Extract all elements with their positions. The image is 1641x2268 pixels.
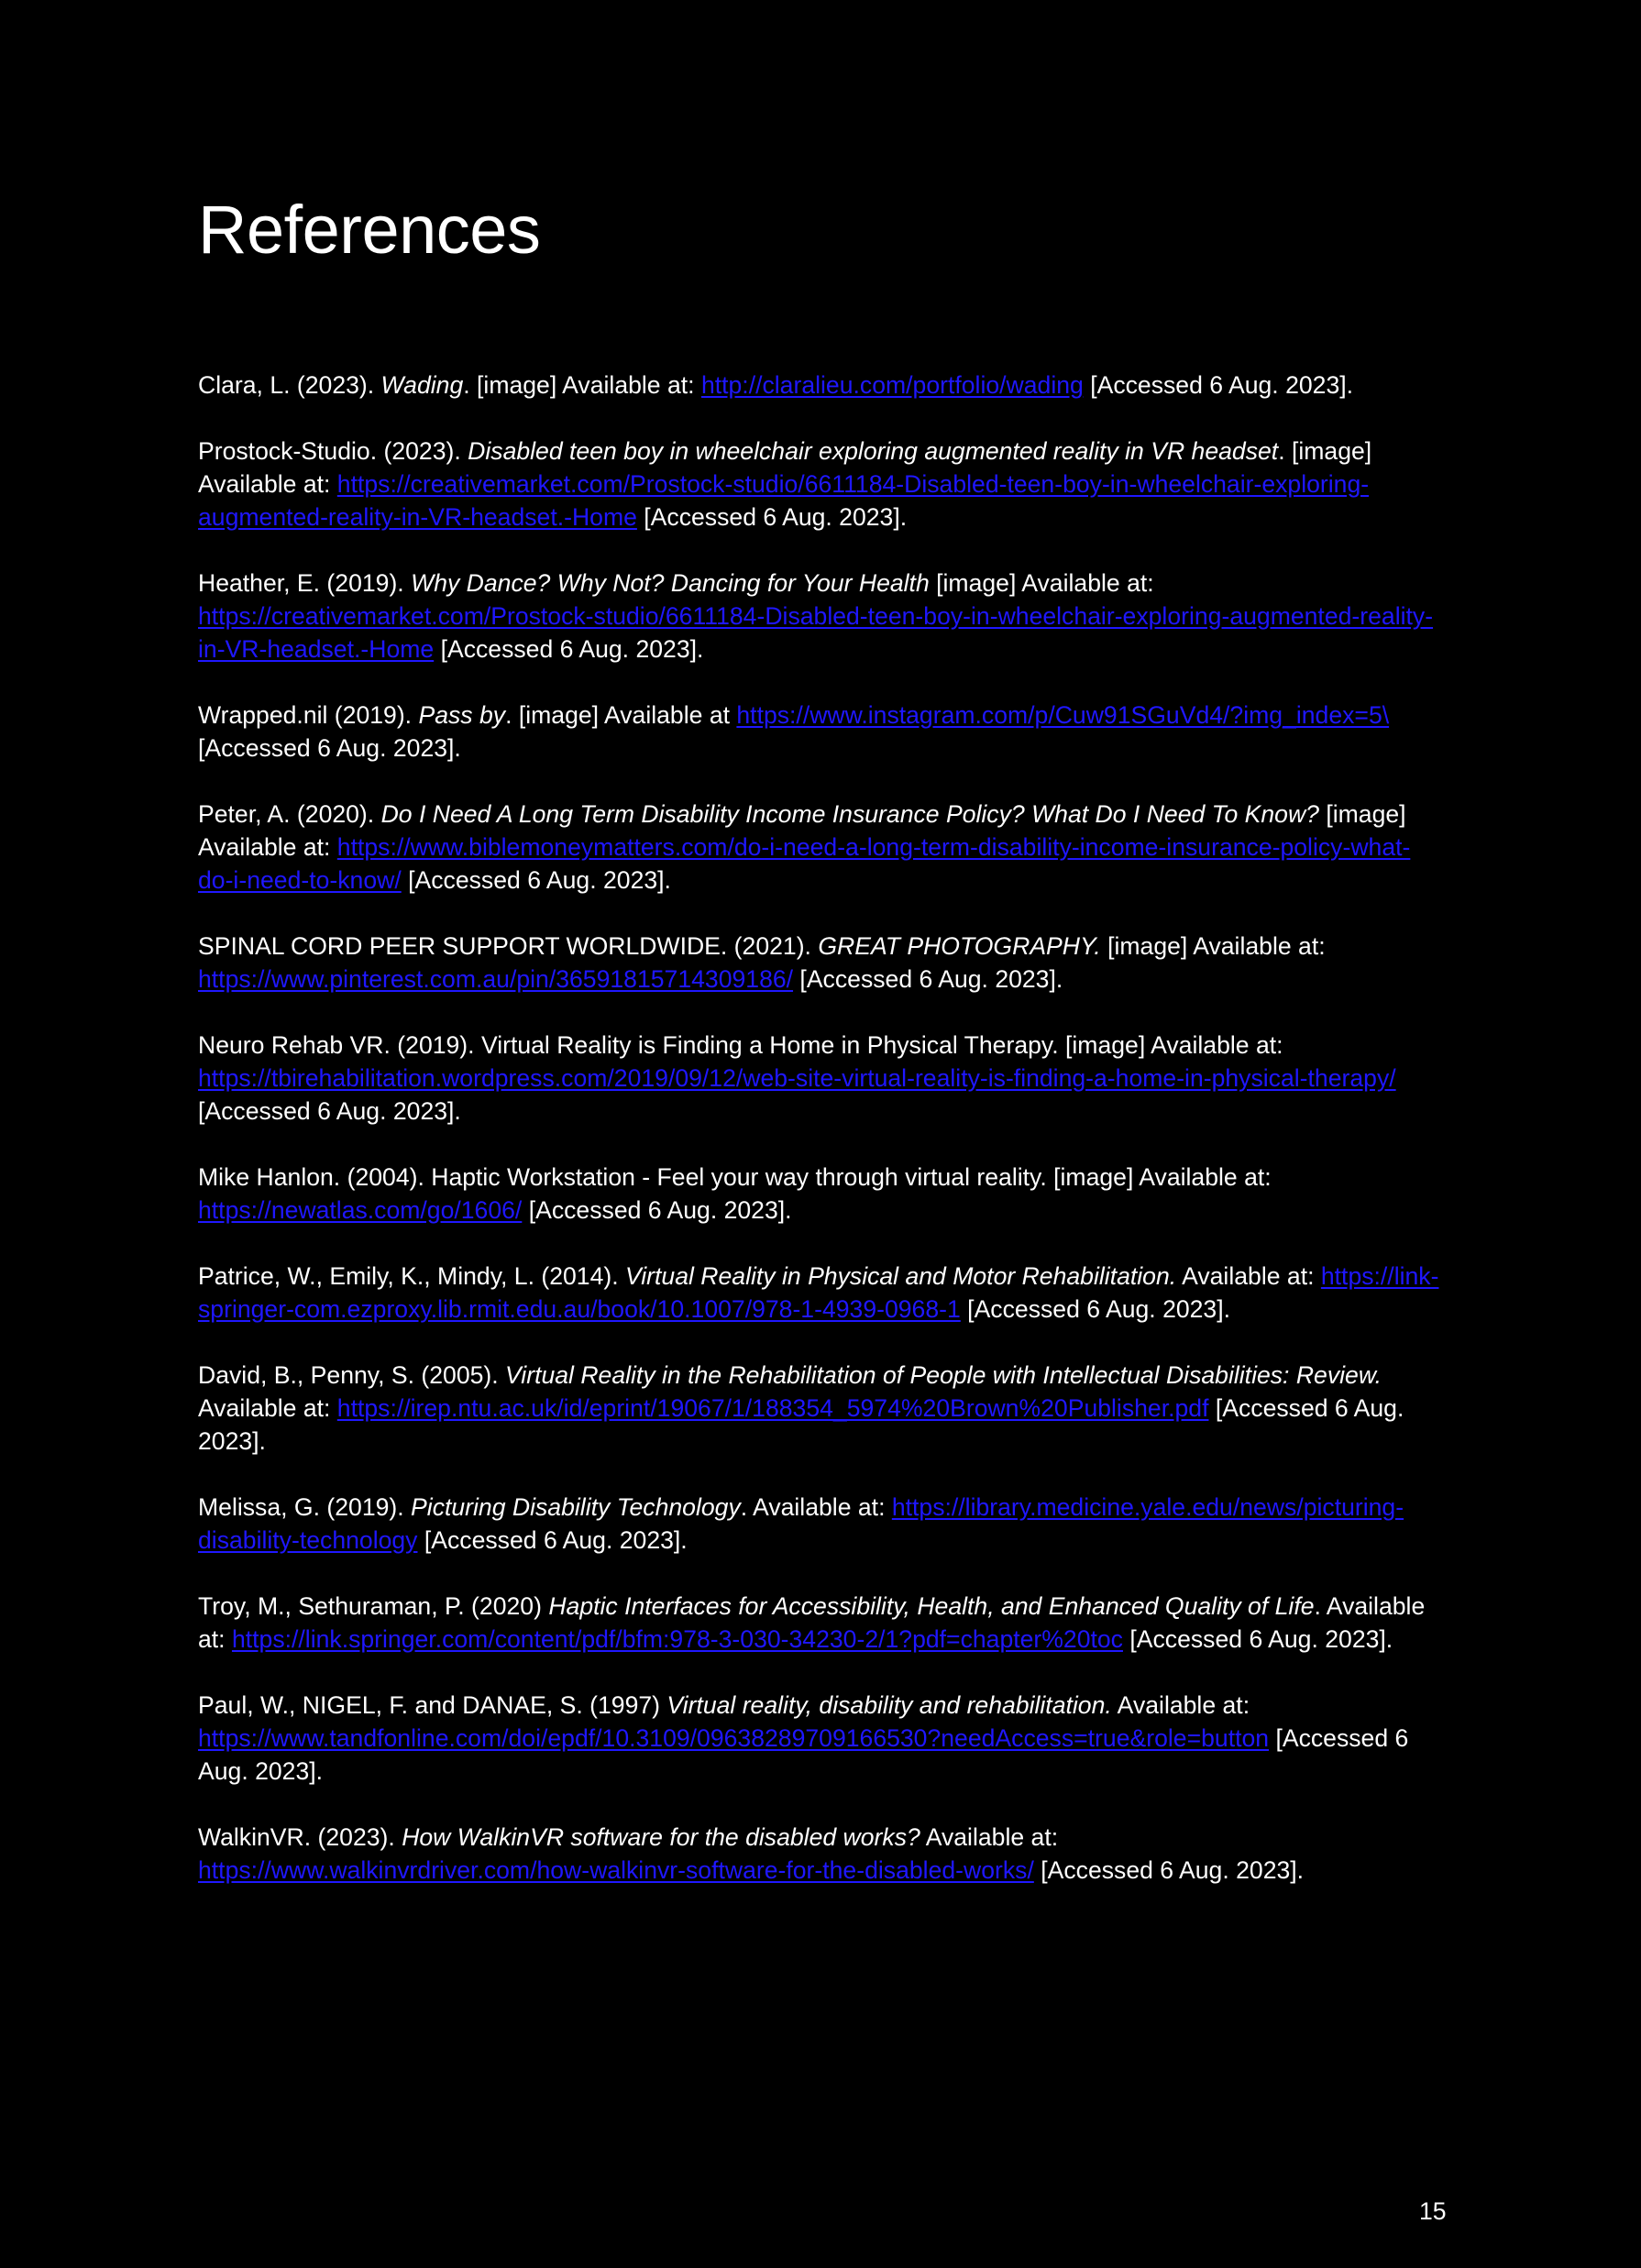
reference-accessed: [Accessed 6 Aug. 2023]. <box>793 965 1063 993</box>
reference-entry <box>198 1029 1445 1128</box>
reference-link[interactable]: https://www.biblemoneymatters.com/do-i-need-a-long-term-disability-income-insurance-policy-what-do-i-need-to-know/ <box>198 833 1411 894</box>
reference-link[interactable]: http://claralieu.com/portfolio/wading <box>700 371 1084 399</box>
reference-entry <box>198 1590 1445 1656</box>
reference-entry <box>198 435 1445 534</box>
reference-text: Peter, A. (2020). <box>198 800 381 828</box>
reference-accessed: [Accessed 6 Aug. 2023]. <box>198 1724 1409 1785</box>
reference-accessed: [Accessed 6 Aug. 2023]. <box>198 734 461 762</box>
reference-title: Pass by <box>418 701 506 729</box>
reference-title: Virtual Reality in the Rehabilitation of People with Intellectual Disabilities: Review. <box>505 1361 1382 1389</box>
reference-accessed: [Accessed 6 Aug. 2023]. <box>198 1394 1404 1455</box>
reference-text: Prostock-Studio. (2023). <box>198 437 468 465</box>
reference-link[interactable]: https://www.walkinvrdriver.com/how-walkinvr-software-for-the-disabled-works/ <box>198 1856 1034 1884</box>
reference-link[interactable]: https://tbirehabilitation.wordpress.com/2019/09/12/web-site-virtual-reality-is-finding-a-home-in-physical-therapy/ <box>198 1064 1396 1092</box>
reference-link[interactable]: https://link-springer-com.ezproxy.lib.rmit.edu.au/book/10.1007/978-1-4939-0968-1 <box>198 1262 1439 1323</box>
reference-entry <box>198 1161 1445 1227</box>
reference-text: Heather, E. (2019). <box>198 569 412 597</box>
reference-link[interactable]: https://creativemarket.com/Prostock-studio/6611184-Disabled-teen-boy-in-wheelchair-exploring-augmented-reality-in-VR-headset.-Home <box>198 470 1370 531</box>
reference-link[interactable]: https://www.instagram.com/p/Cuw91SGuVd4/?img_index=5\ <box>736 701 1390 729</box>
reference-title: How WalkinVR software for the disabled works? <box>402 1823 920 1851</box>
reference-text: Mike Hanlon. (2004). Haptic Workstation - Feel your way through virtual reality. [image] Available at: <box>198 1163 1272 1191</box>
reference-entry <box>198 1260 1445 1326</box>
reference-accessed: [Accessed 6 Aug. 2023]. <box>434 635 704 663</box>
reference-title: Disabled teen boy in wheelchair exploring augmented reality in VR headset <box>468 437 1279 465</box>
reference-title: Virtual reality, disability and rehabilitation. <box>666 1691 1112 1719</box>
page-number: 15 <box>1419 2197 1447 2225</box>
reference-text: Patrice, W., Emily, K., Mindy, L. (2014). <box>198 1262 626 1290</box>
reference-available: . Available at: <box>740 1493 892 1521</box>
reference-title: Why Dance? Why Not? Dancing for Your Health <box>411 569 930 597</box>
reference-accessed: [Accessed 6 Aug. 2023]. <box>1122 1625 1393 1653</box>
reference-entry <box>198 369 1445 402</box>
reference-text: SPINAL CORD PEER SUPPORT WORLDWIDE. (2021). <box>198 932 819 960</box>
reference-text: David, B., Penny, S. (2005). <box>198 1361 506 1389</box>
reference-entry <box>198 798 1445 897</box>
reference-accessed: [Accessed 6 Aug. 2023]. <box>636 503 908 531</box>
reference-entry <box>198 930 1445 996</box>
reference-link[interactable]: https://www.tandfonline.com/doi/epdf/10.3109/09638289709166530?needAccess=true&role=button <box>198 1724 1270 1752</box>
reference-title: GREAT PHOTOGRAPHY. <box>818 932 1101 960</box>
reference-link[interactable]: https://newatlas.com/go/1606/ <box>198 1196 523 1224</box>
reference-accessed: [Accessed 6 Aug. 2023]. <box>960 1295 1231 1323</box>
reference-text: Clara, L. (2023). <box>198 371 381 399</box>
reference-available: Available at: <box>920 1823 1059 1851</box>
reference-text: Melissa, G. (2019). <box>198 1493 412 1521</box>
reference-available: [image] Available at: <box>198 800 1406 861</box>
reference-text: Troy, M., Sethuraman, P. (2020) <box>198 1592 549 1620</box>
reference-available: . [image] Available at: <box>198 437 1372 498</box>
reference-title: Picturing Disability Technology <box>411 1493 741 1521</box>
reference-accessed: [Accessed 6 Aug. 2023]. <box>1033 1856 1305 1884</box>
reference-accessed: [Accessed 6 Aug. 2023]. <box>522 1196 792 1224</box>
reference-title: Do I Need A Long Term Disability Income Insurance Policy? What Do I Need To Know? <box>380 800 1319 828</box>
reference-title: Haptic Interfaces for Accessibility, Health, and Enhanced Quality of Life <box>548 1592 1315 1620</box>
reference-title: Wading <box>380 371 464 399</box>
reference-available: . Available at: <box>198 1592 1426 1653</box>
reference-entry <box>198 1359 1445 1458</box>
reference-accessed: [Accessed 6 Aug. 2023]. <box>417 1526 688 1554</box>
reference-available: [image] Available at: <box>1100 932 1326 960</box>
reference-link[interactable]: https://creativemarket.com/Prostock-studio/6611184-Disabled-teen-boy-in-wheelchair-exploring-augmented-reality-in-VR-headset.-Home <box>198 602 1434 663</box>
reference-link[interactable]: https://irep.ntu.ac.uk/id/eprint/19067/1/188354_5974%20Brown%20Publisher.pdf <box>336 1394 1209 1422</box>
reference-accessed: [Accessed 6 Aug. 2023]. <box>1083 371 1354 399</box>
page-title: References <box>198 192 541 268</box>
reference-available: Available at: <box>198 1394 337 1422</box>
reference-entry <box>198 699 1445 765</box>
reference-entry <box>198 567 1445 666</box>
reference-link[interactable]: https://www.pinterest.com.au/pin/36591815714309186/ <box>198 965 794 993</box>
reference-text: Paul, W., NIGEL, F. and DANAE, S. (1997) <box>198 1691 667 1719</box>
reference-title: Virtual Reality in Physical and Motor Rehabilitation. <box>625 1262 1177 1290</box>
reference-accessed: [Accessed 6 Aug. 2023]. <box>198 1097 461 1125</box>
reference-text: Wrapped.nil (2019). <box>198 701 419 729</box>
reference-text: WalkinVR. (2023). <box>198 1823 402 1851</box>
reference-list <box>198 369 1445 1920</box>
reference-accessed: [Accessed 6 Aug. 2023]. <box>401 866 671 894</box>
reference-entry <box>198 1689 1445 1788</box>
reference-available: . [image] Available at: <box>463 371 701 399</box>
reference-available: Available at: <box>1111 1691 1250 1719</box>
reference-text: Neuro Rehab VR. (2019). Virtual Reality is Finding a Home in Physical Therapy. [image] Available at: <box>198 1031 1283 1059</box>
reference-available: Available at: <box>1176 1262 1321 1290</box>
reference-available: [image] Available at: <box>929 569 1154 597</box>
reference-link[interactable]: https://library.medicine.yale.edu/news/picturing-disability-technology <box>198 1493 1404 1554</box>
reference-link[interactable]: https://link.springer.com/content/pdf/bfm:978-3-030-34230-2/1?pdf=chapter%20toc <box>231 1625 1123 1653</box>
reference-entry <box>198 1821 1445 1887</box>
reference-entry <box>198 1491 1445 1557</box>
reference-available: . [image] Available at <box>505 701 737 729</box>
